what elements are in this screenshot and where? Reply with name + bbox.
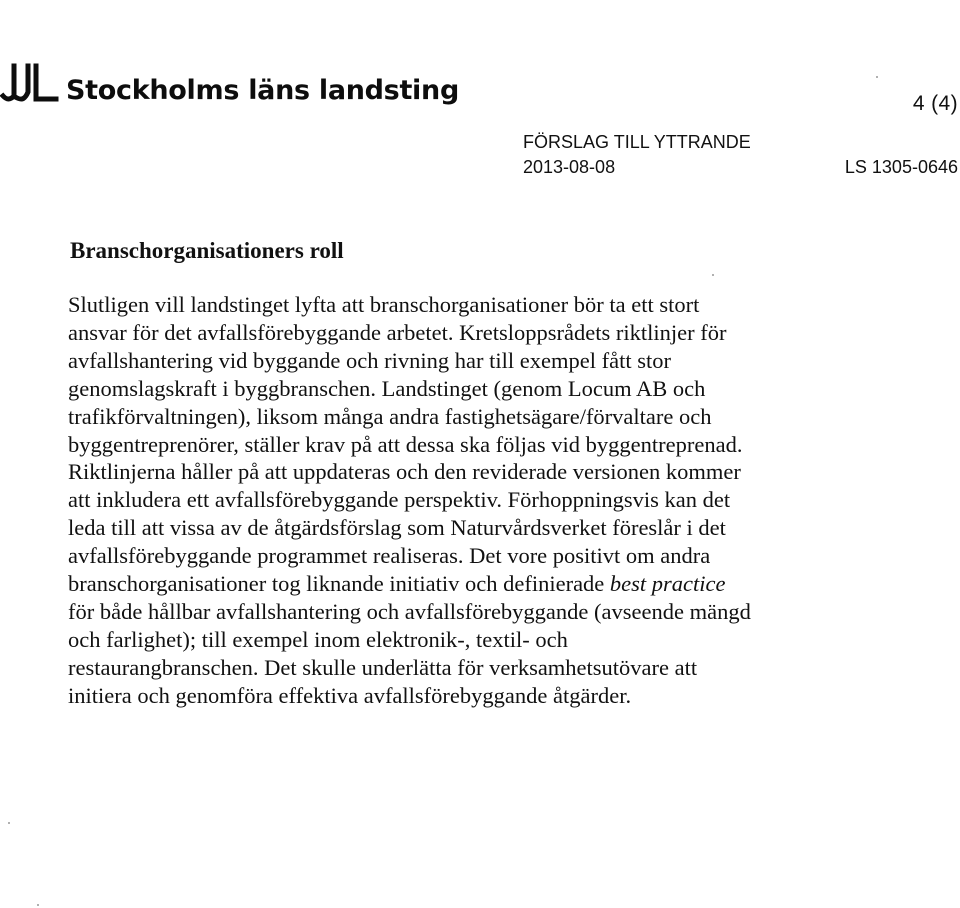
scan-speck xyxy=(876,76,878,78)
reference-number: LS 1305-0646 xyxy=(844,157,958,177)
paragraph-line: avfallshantering vid byggande och rivning har till exempel fått stor xyxy=(68,347,671,373)
emphasized-term: best practice xyxy=(609,571,726,597)
document-type: FÖRSLAG TILL YTTRANDE xyxy=(523,132,751,152)
paragraph-line: restaurangbranschen. Det skulle underlätta för verksamhetsutövare att xyxy=(68,654,698,680)
paragraph-line: initiera och genomföra effektiva avfallsförebyggande åtgärder. xyxy=(68,682,632,708)
scan-speck xyxy=(712,274,714,276)
paragraph-line: byggentreprenörer, ställer krav på att dessa ska följas vid byggentreprenad. xyxy=(68,431,743,457)
scan-speck xyxy=(37,904,39,906)
sll-logo-icon xyxy=(0,62,60,106)
paragraph-line: för både hållbar avfallshantering och avfallsförebyggande (avseende mängd xyxy=(68,598,751,624)
paragraph-line: ansvar för det avfallsförebyggande arbetet. Kretsloppsrådets riktlinjer för xyxy=(68,319,727,345)
paragraph-line: och farlighet); till exempel inom elektronik-, textil- och xyxy=(68,626,568,652)
body-paragraph xyxy=(68,291,868,710)
paragraph-line: Riktlinjerna håller på att uppdateras och den reviderade versionen kommer xyxy=(68,459,741,485)
paragraph-line: att inkludera ett avfallsförebyggande perspektiv. Förhoppningsvis kan det xyxy=(68,487,731,513)
scan-speck xyxy=(8,822,10,824)
organization-name: Stockholms läns landsting xyxy=(66,75,459,106)
paragraph-line xyxy=(68,570,868,598)
paragraph-line: trafikförvaltningen), liksom många andra fastighetsägare/förvaltare och xyxy=(68,403,712,429)
paragraph-line: Slutligen vill landstinget lyfta att branschorganisationer bör ta ett stort xyxy=(68,292,700,317)
header-logo xyxy=(0,62,459,106)
paragraph-line: genomslagskraft i byggbranschen. Landstinget (genom Locum AB och xyxy=(68,375,706,401)
document-date: 2013-08-08 xyxy=(523,157,616,177)
paragraph-line: leda till att vissa av de åtgärdsförslag som Naturvårdsverket föreslår i det xyxy=(68,515,726,541)
paragraph-line: avfallsförebyggande programmet realiseras. Det vore positivt om andra xyxy=(68,543,711,569)
section-heading: Branschorganisationers roll xyxy=(70,238,344,263)
paragraph-text: branschorganisationer tog liknande initiativ och definierade xyxy=(68,571,610,597)
page-number: 4 (4) xyxy=(912,92,958,115)
